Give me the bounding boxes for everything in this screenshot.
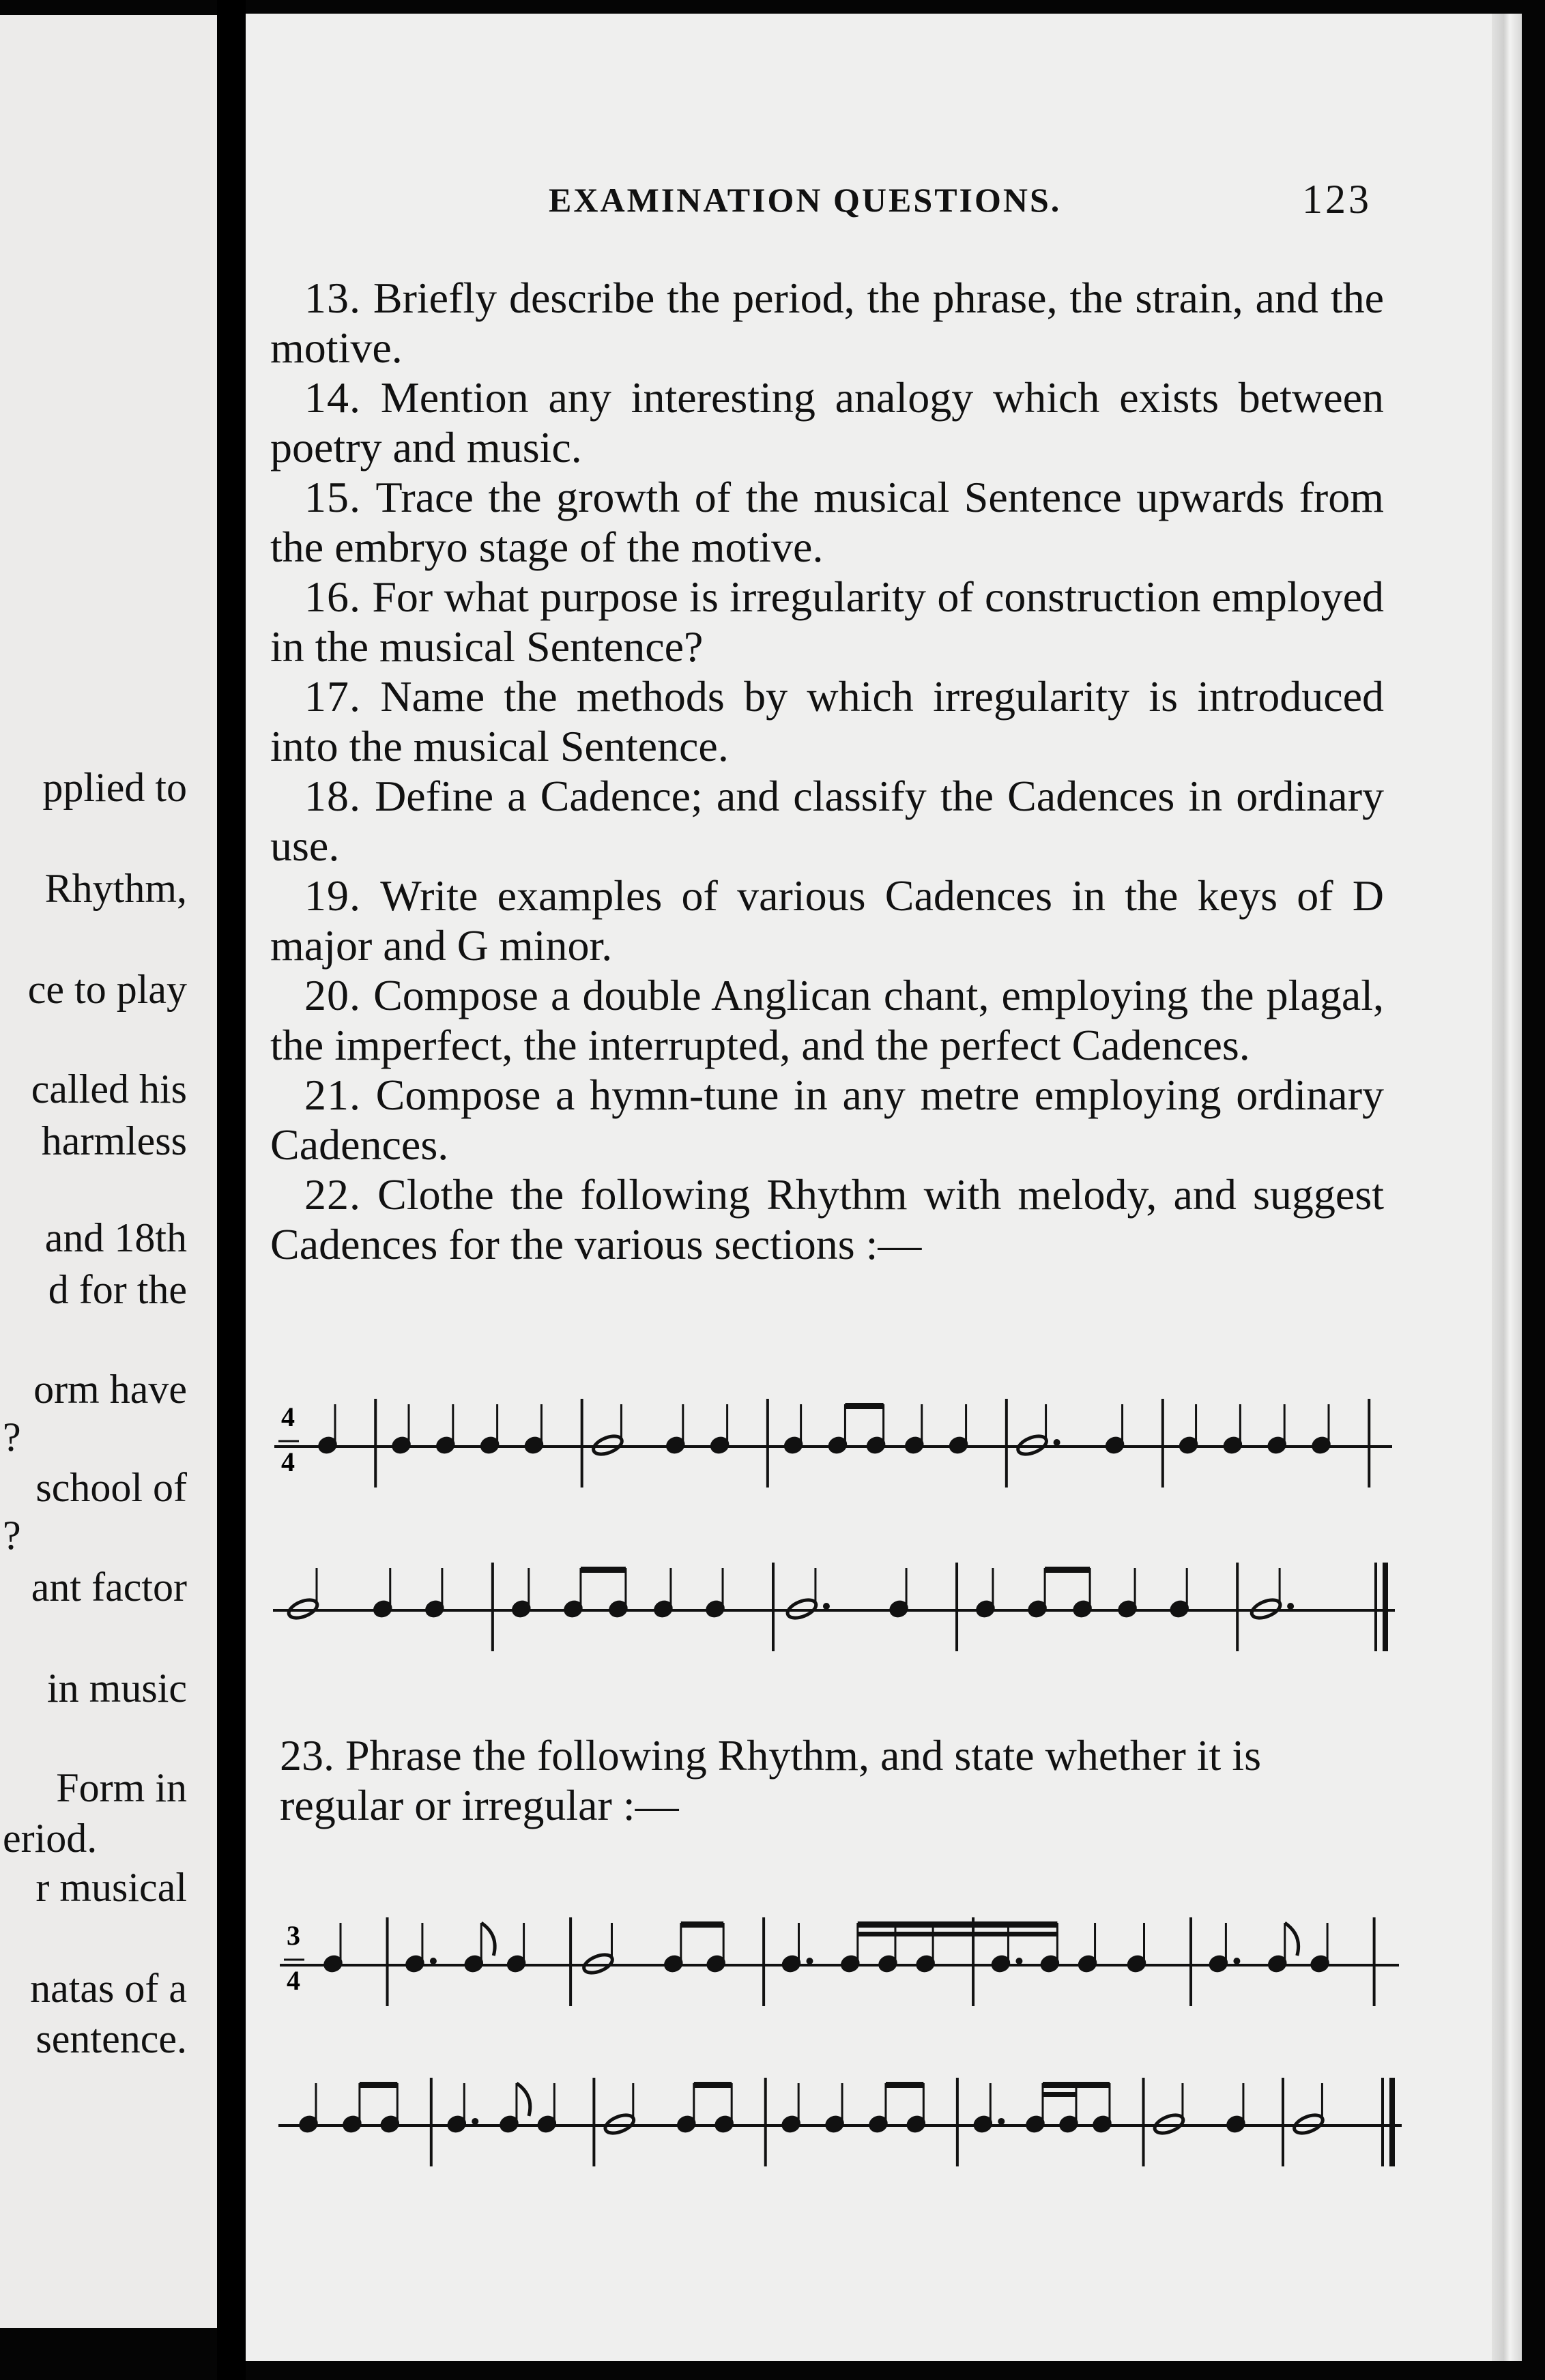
question-number: 23. xyxy=(280,1731,334,1780)
dot xyxy=(1015,1958,1022,1964)
question-text: Compose a hymn-tune in any metre employing ordinary Cadences. xyxy=(270,1071,1385,1169)
question-text: For what purpose is irregularity of construction employed in the musical Sentence? xyxy=(270,572,1385,671)
time-signature-top: 4 xyxy=(281,1402,295,1432)
left-page-text-fragment: harmless xyxy=(41,1118,187,1163)
left-page-text-fragment: ? xyxy=(3,1414,21,1460)
question-text: Define a Cadence; and classify the Cadences in ordinary use. xyxy=(270,772,1385,870)
dot xyxy=(430,1958,437,1964)
question-number: 21. xyxy=(304,1071,361,1119)
question-number: 20. xyxy=(304,971,361,1019)
time-signature-top: 3 xyxy=(287,1920,300,1951)
dot xyxy=(998,2118,1005,2125)
beam-secondary xyxy=(858,1932,1058,1936)
dot xyxy=(1233,1958,1240,1964)
question-number: 18. xyxy=(304,772,361,820)
rhythm-22-line-2 xyxy=(246,1542,1522,1651)
beam xyxy=(360,2082,397,2088)
question-item xyxy=(270,572,1384,671)
question-number: 19. xyxy=(304,871,361,920)
left-page-text-fragment: orm have xyxy=(33,1367,187,1412)
beam xyxy=(681,1921,723,1928)
beam xyxy=(845,1403,883,1409)
question-number: 13. xyxy=(304,274,361,322)
question-number: 16. xyxy=(304,572,361,621)
left-page-text-fragment: Form in xyxy=(56,1765,187,1810)
page-number: 123 xyxy=(1302,177,1372,222)
question-text: Mention any interesting analogy which exists between poetry and music. xyxy=(270,373,1385,471)
question-text: Write examples of various Cadences in the keys of D major and G minor. xyxy=(270,871,1385,970)
note-flag xyxy=(481,1923,495,1956)
beam xyxy=(886,2082,923,2088)
left-page-text-fragment: ce to play xyxy=(27,967,187,1012)
question-text: Clothe the following Rhythm with melody, and suggest Cadences for the various sections :— xyxy=(270,1170,1385,1268)
question-list xyxy=(270,273,1384,1269)
beam xyxy=(581,1567,626,1573)
dot xyxy=(1287,1603,1294,1610)
dot xyxy=(1054,1439,1060,1446)
question-item xyxy=(270,1070,1384,1170)
question-text: Trace the growth of the musical Sentence upwards from the embryo stage of the motive. xyxy=(270,473,1385,571)
beam-secondary xyxy=(1043,2092,1076,2097)
question-item xyxy=(270,970,1384,1070)
left-page-text-fragment: r musical xyxy=(35,1865,187,1910)
beam xyxy=(858,1921,1058,1928)
beam xyxy=(1043,2082,1110,2088)
left-page-text-fragment: school of xyxy=(35,1465,187,1510)
rhythm-22-line-1 xyxy=(246,1378,1522,1488)
left-page-text-fragment: ant factor xyxy=(31,1565,187,1610)
rhythm-23-line-1 xyxy=(246,1897,1522,2006)
question-item xyxy=(270,273,1384,373)
question-text: Compose a double Anglican chant, employing the plagal, the imperfect, the interrupted, and the perfect Cadences. xyxy=(270,971,1385,1069)
left-page-text-fragment: ? xyxy=(3,1513,21,1558)
book-gutter xyxy=(217,0,246,2380)
left-page-text-fragment: called his xyxy=(31,1066,187,1112)
time-signature-bottom: 4 xyxy=(281,1447,295,1477)
left-page-text-fragment: d for the xyxy=(48,1267,187,1312)
question-text: Name the methods by which irregularity is introduced into the musical Sentence. xyxy=(270,672,1385,770)
question-number: 17. xyxy=(304,672,361,721)
previous-page-fragment xyxy=(0,15,217,2328)
left-page-text-fragment: pplied to xyxy=(42,765,187,810)
left-page-text-fragment: natas of a xyxy=(30,1966,187,2011)
beam xyxy=(694,2082,732,2088)
time-signature-bottom: 4 xyxy=(287,1965,300,1996)
question-item xyxy=(270,1170,1384,1269)
question-item xyxy=(270,472,1384,572)
left-page-text-fragment: sentence. xyxy=(35,2016,187,2061)
dot xyxy=(472,2118,478,2125)
question-item xyxy=(270,671,1384,771)
question-number: 15. xyxy=(304,473,361,521)
left-page-text-fragment: in music xyxy=(47,1666,187,1711)
question-number: 14. xyxy=(304,373,361,422)
running-head: EXAMINATION QUESTIONS. xyxy=(549,181,1062,219)
question-text: Phrase the following Rhythm, and state whether it is regular or irregular :— xyxy=(280,1731,1261,1829)
left-page-text-fragment: and 18th xyxy=(44,1215,187,1260)
question-text: Briefly describe the period, the phrase, the strain, and the motive. xyxy=(270,274,1385,372)
left-page-text-fragment: eriod. xyxy=(3,1816,98,1861)
book-page xyxy=(246,14,1522,2361)
note-flag xyxy=(1285,1923,1299,1956)
question-item xyxy=(270,871,1384,970)
note-flag xyxy=(517,2083,530,2116)
rhythm-23-line-2 xyxy=(246,2057,1522,2166)
question-item xyxy=(270,771,1384,871)
beam xyxy=(1045,1567,1090,1573)
question-23 xyxy=(280,1730,1394,1830)
left-page-text-fragment: Rhythm, xyxy=(44,866,187,911)
question-number: 22. xyxy=(304,1170,361,1219)
dot xyxy=(806,1958,813,1964)
page-edge xyxy=(1492,14,1522,2361)
question-item xyxy=(270,373,1384,472)
dot xyxy=(823,1603,830,1610)
